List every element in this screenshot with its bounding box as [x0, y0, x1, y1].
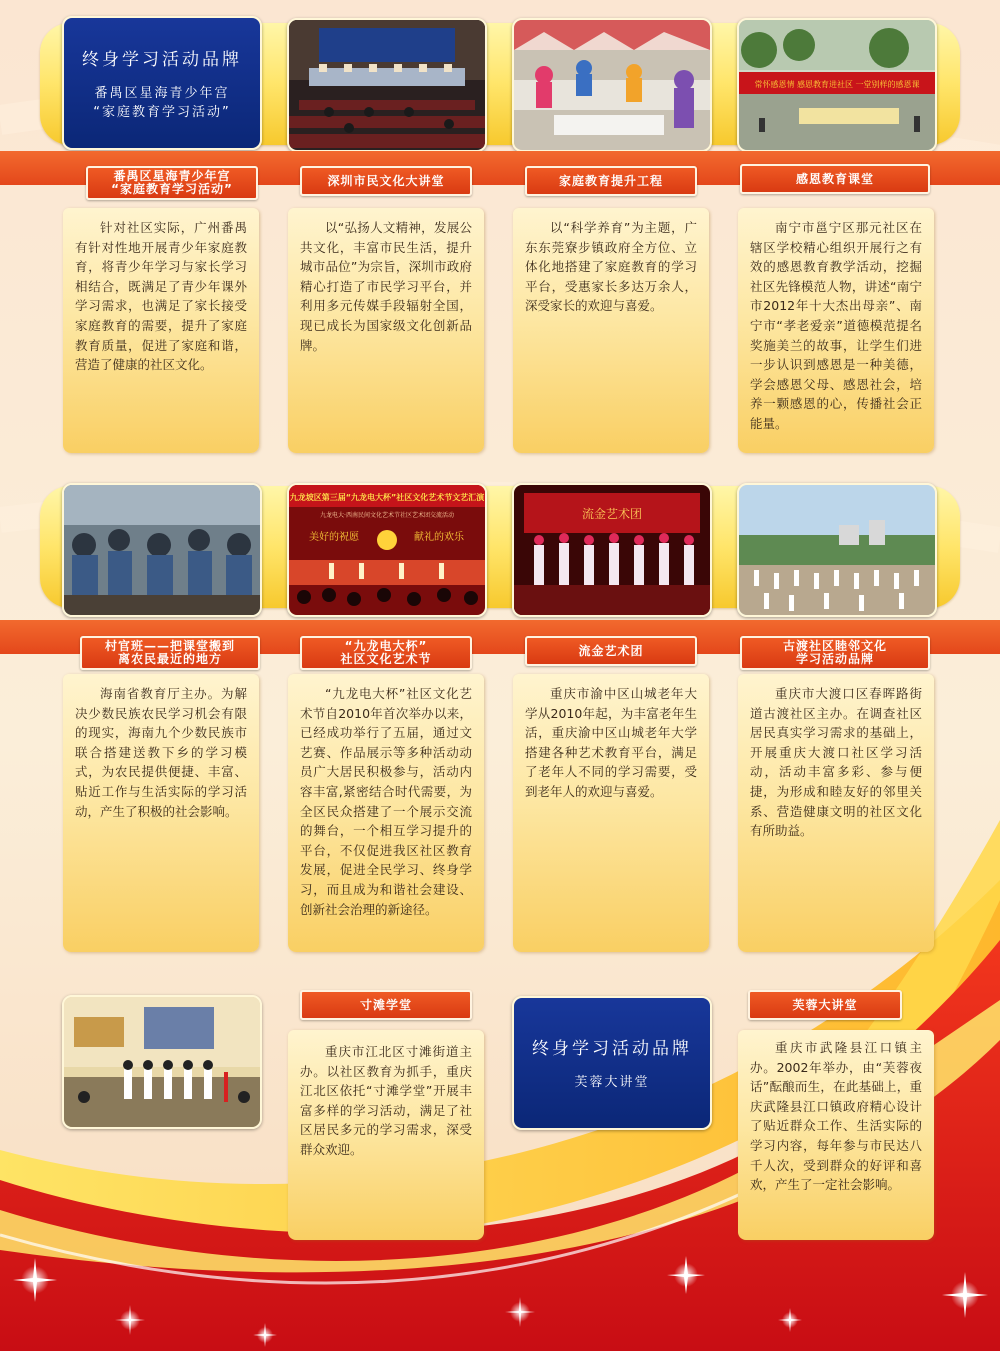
card-text: 重庆市渝中区山城老年大学从2010年起，为丰富老年生活，重庆渝中区山城老年大学搭建各种艺术教育平台，满足了老年人不同的学习需要，受到老年人的欢迎与喜爱。 — [525, 686, 697, 799]
card-label: 流金艺术团 — [525, 636, 697, 666]
art-troupe-photo — [512, 483, 712, 617]
gratitude-class-photo — [737, 18, 937, 152]
text-card — [63, 674, 259, 952]
brand-title: 终身学习活动品牌 — [532, 1039, 692, 1059]
text-card — [288, 1030, 484, 1240]
card-label: 深圳市民文化大讲堂 — [300, 166, 472, 196]
text-card — [288, 208, 484, 453]
festival-subline-text: 九龙电大·西南民间文化艺术节社区艺术团交流活动 — [320, 512, 454, 519]
card-label: 家庭教育提升工程 — [525, 166, 697, 196]
festival-stage-left-text: 美好的祝愿 — [309, 532, 359, 543]
card-text: 南宁市邕宁区那元社区在辖区学校精心组织开展行之有效的感恩教育教学活动，挖掘社区先锋模范人物，讲述“南宁市2012年十大杰出母亲”、南宁市“孝老爱亲”道德模范提名奖施美兰的故事，让学生们进一步认识到感恩是一种美德，学会感恩父母、感恩社会，培养一颗感恩的心，传播社会正能量。 — [750, 220, 922, 431]
card-text: 重庆市大渡口区春晖路街道古渡社区主办。在调查社区居民真实学习需求的基础上，开展重庆大渡口社区学习活动，活动丰富多彩、参与便捷，为形成和睦友好的邻里关系、营造健康文明的社区文化有所助益。 — [750, 686, 922, 839]
festival-banner-text: 九龙坡区第三届“九龙电大杯”社区文化艺术节文艺汇演 — [289, 493, 485, 502]
brand-title: 终身学习活动品牌 — [82, 49, 242, 70]
festival-stage-right-text: 献礼的欢乐 — [414, 532, 464, 543]
text-card — [738, 208, 934, 453]
card-label: 番禺区星海青少年宫 “家庭教育学习活动” — [86, 166, 258, 200]
card-label: “九龙电大杯” 社区文化艺术节 — [300, 636, 472, 670]
brand-box — [512, 996, 712, 1130]
family-education-photo — [512, 18, 712, 152]
card-label: 感恩教育课堂 — [740, 164, 930, 194]
text-card — [513, 208, 709, 453]
card-label: 古渡社区睦邻文化 学习活动品牌 — [740, 636, 930, 670]
text-card — [288, 674, 484, 952]
card-text: 重庆市江北区寸滩街道主办。以社区教育为抓手，重庆江北区依托“寸滩学堂”开展丰富多样的学习活动，满足了社区居民多元的学习需求，深受群众欢迎。 — [300, 1044, 472, 1157]
neighborhood-culture-photo — [737, 483, 937, 617]
text-card — [513, 674, 709, 952]
art-festival-photo — [287, 483, 487, 617]
card-text: 针对社区实际，广州番禺有针对性地开展青少年家庭教育，将青少年学习与家长学习相结合，既满足了青少年课外学习需求，也满足了家长接受家庭教育的需要，提升了家庭教育质量，促进了家庭和谐，营造了健康的社区文化。 — [75, 220, 247, 373]
card-text: 以“科学养育”为主题，广东东莞寮步镇政府全方位、立体化地搭建了家庭教育的学习平台，受惠家长多达万余人，深受家长的欢迎与喜爱。 — [525, 220, 697, 314]
brand-box — [62, 16, 262, 150]
card-label: 寸滩学堂 — [300, 990, 472, 1020]
card-label: 村官班——把课堂搬到 离农民最近的地方 — [80, 636, 260, 670]
gratitude-banner-text: 常怀感恩情 感恩教育进社区 一堂别样的感恩课 — [754, 80, 920, 89]
card-text: 海南省教育厅主办。为解决少数民族农民学习机会有限的现实，海南九个少数民族市联合搭建送教下乡的学习模式，为农民提供便捷、丰富、贴近工作与生活实际的学习活动，产生了积极的社会影响。 — [75, 686, 247, 819]
card-text: 重庆市武隆县江口镇主办。2002年举办，由“芙蓉夜话”酝酿而生，在此基础上，重庆武隆县江口镇政府精心设计了贴近群众工作、生活实际的学习内容，每年参与市民达八千人次，受到群众的好评和喜欢，产生了一定社会影响。 — [750, 1040, 922, 1193]
card-text: 以“弘扬人文精神，发展公共文化，丰富市民生活，提升城市品位”为宗旨，深圳市政府精心打造了市民学习平台，并利用多元传媒手段辐射全国，现已成长为国家级文化创新品牌。 — [300, 220, 472, 353]
village-class-photo — [62, 483, 262, 617]
text-card — [738, 1030, 934, 1240]
text-card — [738, 674, 934, 952]
brand-subtitle: 芙蓉大讲堂 — [574, 1075, 650, 1090]
troupe-banner-text: 流金艺术团 — [581, 507, 643, 521]
cuntan-school-photo — [62, 995, 262, 1129]
text-card — [63, 208, 259, 453]
card-label: 芙蓉大讲堂 — [748, 990, 902, 1020]
card-text: “九龙电大杯”社区文化艺术节自2010年首次举办以来，已经成功举行了五届，通过文艺赛、作品展示等多种活动动员广大居民积极参与，活动内容丰富,紧密结合时代需要，为全区民众搭建了一个展示交流的舞台，一个相互学习提升的平台，不仅促进我区社区教育发展，促进全民学习、终身学习，而且成为和谐社会建设、创新社会治理的新途径。 — [300, 686, 472, 917]
brand-subtitle: 番禺区星海青少年宫 “家庭教育学习活动” — [93, 85, 231, 120]
lecture-hall-photo — [287, 18, 487, 152]
